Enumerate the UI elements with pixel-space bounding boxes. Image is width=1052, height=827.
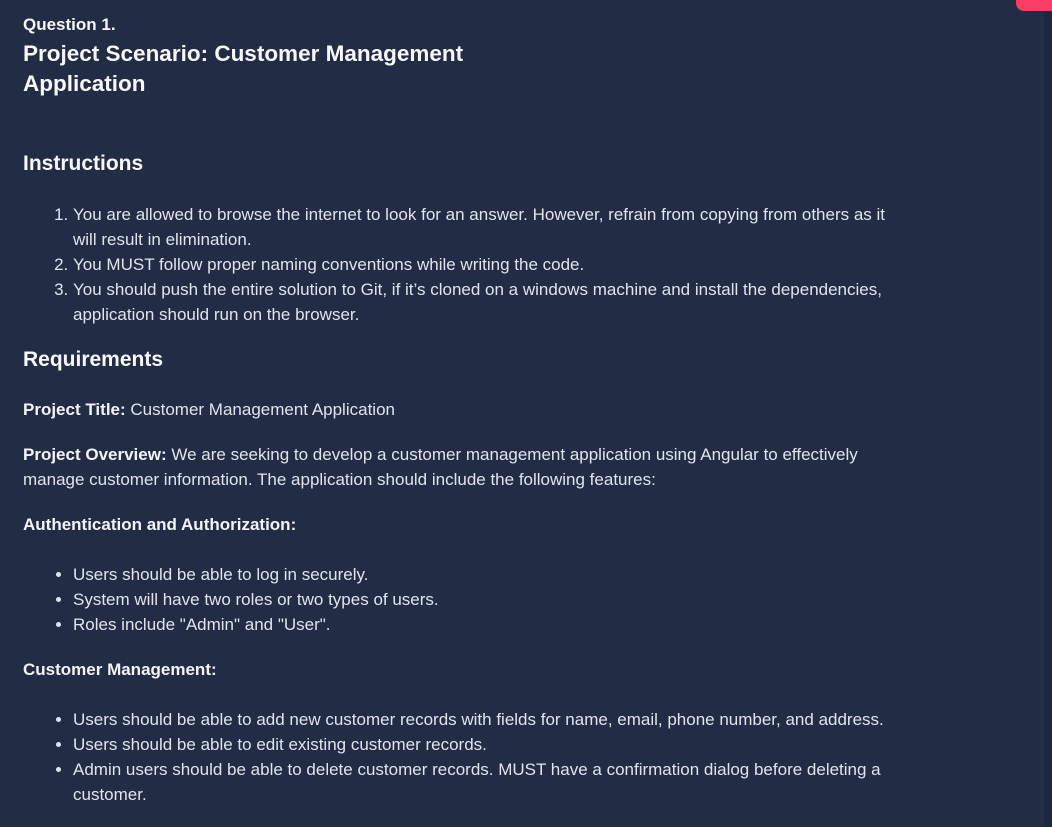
instruction-item: 3. You should push the entire solution to Git, if it’s cloned on a windows machine and install the dependencies, application should run on the browser.	[73, 277, 889, 327]
auth-section-heading: Authentication and Authorization:	[23, 515, 297, 534]
auth-bullet-list	[23, 562, 889, 637]
instruction-item: 2. You MUST follow proper naming conventions while writing the code.	[73, 252, 889, 277]
customer-mgmt-bullet-item: • Admin users should be able to delete customer records. MUST have a confirmation dialog before deleting a customer.	[73, 757, 889, 807]
requirements-heading: Requirements	[23, 348, 164, 371]
project-overview-line	[23, 442, 889, 492]
customer-mgmt-bullet-list	[23, 707, 889, 807]
auth-bullet-item: • Users should be able to log in securely.	[73, 562, 889, 587]
instruction-item: 1. You are allowed to browse the internet to look for an answer. However, refrain from copying from others as it will result in elimination.	[73, 202, 889, 252]
project-title-line	[23, 397, 889, 422]
scrollbar[interactable]	[1044, 0, 1052, 827]
customer-mgmt-bullet-item: • Users should be able to edit existing customer records.	[73, 732, 889, 757]
instructions-heading: Instructions	[23, 152, 144, 175]
question-number-label: Question 1.	[23, 15, 116, 34]
auth-bullet-item: • Roles include "Admin" and "User".	[73, 612, 889, 637]
project-title-value: Customer Management Application	[130, 400, 395, 419]
page-title: Project Scenario: Customer Management Application	[23, 41, 464, 96]
project-title-label: Project Title:	[23, 400, 126, 419]
project-overview-value: We are seeking to develop a customer management application using Angular to effectively manage customer information. The application should include the following features:	[23, 445, 858, 489]
project-overview-label: Project Overview:	[23, 445, 167, 464]
top-right-partial-button[interactable]	[1016, 0, 1052, 11]
customer-mgmt-section-heading: Customer Management:	[23, 660, 217, 679]
auth-bullet-item: • System will have two roles or two types of users.	[73, 587, 889, 612]
instructions-list	[23, 202, 889, 327]
customer-mgmt-bullet-item: • Users should be able to add new customer records with fields for name, email, phone number, and address.	[73, 707, 889, 732]
